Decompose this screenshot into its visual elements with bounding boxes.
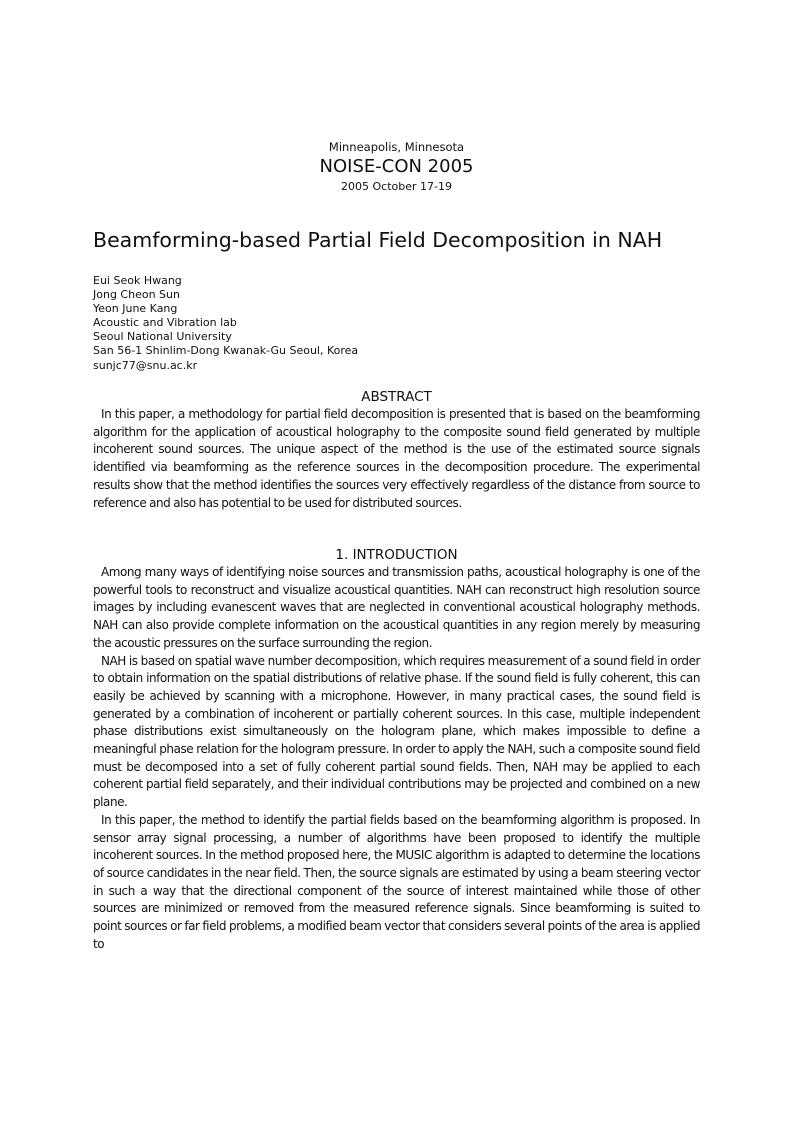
abstract-body — [93, 406, 700, 512]
author-name: Yeon June Kang — [93, 302, 178, 316]
affiliation-lab: Acoustic and Vibration lab — [93, 316, 237, 330]
conference-dates: 2005 October 17-19 — [341, 180, 452, 193]
introduction-heading: 1. INTRODUCTION — [335, 547, 458, 563]
conference-location: Minneapolis, Minnesota — [328, 140, 465, 154]
author-name: Eui Seok Hwang — [93, 274, 182, 287]
introduction-paragraph: In this paper, the method to identify the partial fields based on the beamforming algorithm is proposed. In sensor array signal processing, a number of algorithms have been proposed to identify the multiple incoherent sources. In the method proposed here, the MUSIC algorithm is adapted to determine the locations of source candidates in the near field. Then, the source signals are estimated by using a beam steering vector in such a way that the directional component of the source of interest maintained while those of other sources are minimized or removed from the measured reference signals. Since beamforming is suited to point sources or far field problems, a modified beam vector that considers several points of the area is applied to — [93, 812, 700, 951]
introduction-paragraph: Among many ways of identifying noise sources and transmission paths, acoustical holography is one of the powerful tools to reconstruct and visualize acoustical quantities. NAH can reconstruct high resolution source images by including evanescent waves that are neglected in conventional acoustical holography methods. NAH can also provide complete information on the acoustical quantities in any region merely by measuring the acoustic pressures on the surface surrounding the region. — [93, 565, 700, 650]
author-block — [93, 274, 358, 373]
abstract-heading: ABSTRACT — [361, 389, 432, 405]
conference-name: NOISE-CON 2005 — [319, 156, 474, 177]
introduction-body — [93, 564, 700, 953]
abstract-paragraph: In this paper, a methodology for partial field decomposition is presented that is based on the beamforming algorithm for the application of acoustical holography to the composite sound field generated by multiple incoherent sound sources. The unique aspect of the method is the use of the estimated source signals identified via beamforming as the reference sources in the decomposition procedure. The experimental results show that the method identifies the sources very effectively regardless of the distance from source to reference and also has potential to be used for distributed sources. — [93, 407, 700, 510]
affiliation-university: Seoul National University — [93, 330, 232, 344]
author-email: sunjc77@snu.ac.kr — [93, 358, 198, 372]
paper-title: Beamforming-based Partial Field Decomposition in NAH — [93, 228, 663, 252]
author-name: Jong Cheon Sun — [93, 288, 180, 302]
affiliation-address: San 56-1 Shinlim-Dong Kwanak-Gu Seoul, Korea — [93, 344, 359, 358]
introduction-paragraph: NAH is based on spatial wave number decomposition, which requires measurement of a sound field in order to obtain information on the spatial distributions of relative phase. If the sound field is fully coherent, this can easily be achieved by scanning with a microphone. However, in many practical cases, the sound field is generated by a combination of incoherent or partially coherent sources. In this case, multiple independent phase distributions exist simultaneously on the hologram plane, which makes impossible to define a meaningful phase relation for the hologram pressure. In order to apply the NAH, such a composite sound field must be decomposed into a set of fully coherent partial sound fields. Then, NAH may be applied to each coherent partial field separately, and their individual contributions may be projected and combined on a new plane. — [93, 653, 700, 810]
